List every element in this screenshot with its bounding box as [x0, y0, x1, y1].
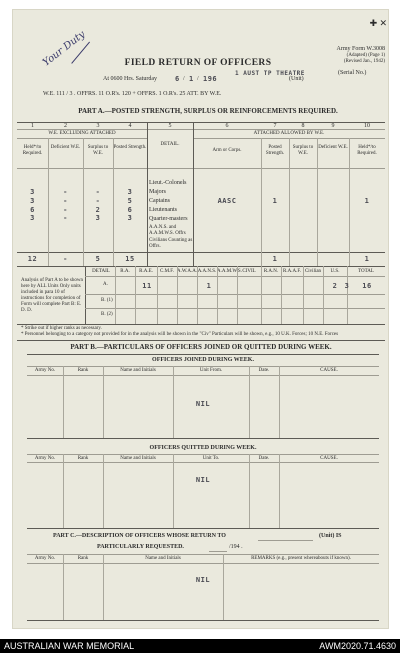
analysis-head-3: C.M.F.: [160, 269, 174, 274]
analysis-row-a: A.: [103, 282, 108, 287]
form-number: Army Form W.3008: [336, 46, 385, 52]
quitted-nil: NIL: [195, 476, 211, 484]
footer-accession: AWM2020.71.4630: [319, 641, 396, 651]
head-att-held: Held*/to Required.: [357, 145, 377, 156]
total-c4: 15: [125, 255, 135, 263]
unit-label: (Unit): [289, 76, 304, 82]
quitted-col-head-1: Rank: [77, 456, 89, 461]
analysis-a-value-8: 3: [344, 282, 350, 290]
c4-captains: 5: [127, 197, 133, 205]
c3-qm: 3: [95, 214, 101, 222]
part-c-year: /194 .: [229, 544, 243, 550]
joined-nil: NIL: [195, 400, 211, 408]
part-c-title: PART C.—DESCRIPTION OF OFFICERS WHOSE RETURN TO: [53, 533, 226, 539]
date-month: 1: [189, 75, 194, 83]
c2-majors: -: [63, 188, 68, 196]
joined-title: OFFICERS JOINED DURING WEEK.: [152, 357, 254, 363]
col-num-1: 1: [31, 123, 34, 129]
date-year: 196: [203, 75, 218, 83]
col-num-7: 7: [273, 123, 277, 129]
col-num-5: 5: [168, 123, 172, 129]
joined-col-head-5: CAUSE.: [320, 368, 338, 373]
analysis-head-7: CIVIL: [242, 269, 256, 274]
joined-col-head-2: Name and Initials: [120, 368, 156, 373]
form-adapted: (Adapted) (Page 1): [346, 53, 385, 58]
total-c2: -: [63, 255, 68, 263]
c4-majors: 3: [127, 188, 133, 196]
analysis-head-4: A.W.A.A.: [177, 269, 198, 274]
col-num-3: 3: [96, 123, 100, 129]
head-detail: DETAIL.: [160, 142, 180, 147]
part-a-title: PART A.—POSTED STRENGTH, SURPLUS OR REINFORCEMENTS REQUIRED.: [78, 107, 338, 115]
quitted-col-head-3: Unit To.: [202, 456, 220, 461]
analysis-head-10: Civilian: [304, 269, 322, 274]
quitted-col-head-5: CAUSE.: [320, 456, 338, 461]
c3-majors: -: [95, 188, 101, 196]
c2-lieutenants: -: [63, 206, 68, 214]
joined-col-head-1: Rank: [77, 368, 89, 373]
form-revised: (Revised Jan., 1942): [343, 59, 385, 64]
analysis-row-b1: B. (1): [101, 298, 113, 303]
handwritten-note: Your Duty: [41, 29, 88, 69]
c1-qm: 3: [30, 214, 35, 222]
time-line: At 0600 Hrs. Saturday: [103, 76, 157, 82]
joined-col-head-0: Army No.: [34, 368, 56, 373]
part-c-unit-is: (Unit) IS: [319, 533, 342, 539]
analysis-head-11: U.S.: [330, 269, 340, 274]
part-c-col-head-2: Name and Initials: [145, 556, 181, 561]
col-num-4: 4: [128, 123, 132, 129]
c4-qm: 3: [127, 214, 133, 222]
total-c10: 1: [364, 255, 370, 263]
arm-value: AASC: [217, 197, 237, 205]
head-att-deficient: Deficient W.E.: [318, 145, 348, 150]
analysis-head-2: R.A.E.: [139, 269, 153, 274]
detail-lt-col: Lieut.-Colonels: [149, 180, 187, 186]
c3-lieutenants: 2: [95, 206, 101, 214]
part-c-col-head-1: Rank: [77, 556, 89, 561]
part-c-nil: NIL: [195, 576, 211, 584]
col-num-9: 9: [331, 123, 335, 129]
head-arm: Arm or Corps.: [212, 148, 242, 153]
analysis-head-12: TOTAL: [358, 269, 374, 274]
col-num-2: 2: [64, 123, 67, 129]
quitted-col-head-0: Army No.: [34, 456, 56, 461]
col-num-6: 6: [225, 123, 229, 129]
we-excl-header: W.E. EXCLUDING ATTACHED: [48, 131, 116, 136]
part-b-title: PART B.—PARTICULARS OF OFFICERS JOINED OR QUITTED DURING WEEK.: [70, 343, 332, 351]
corner-mark: ✚ ✕: [369, 18, 387, 28]
part-c-requested: PARTICULARLY REQUESTED.: [97, 544, 184, 550]
footer-source: AUSTRALIAN WAR MEMORIAL: [4, 641, 135, 651]
detail-civilians: Civilians Counting as Offrs.: [149, 238, 193, 249]
analysis-head-8: R.A.N.: [263, 269, 279, 274]
detail-lieutenants: Lieutenants: [149, 207, 177, 213]
form-page: ✚ ✕ Your Duty FIELD RETURN OF OFFICERS Army Form W.3008 (Adapted) (Page 1) (Revised Jan., 1942) At 0600 Hrs. Saturday 6 / 1 / 196 1 AUST TP THEATRE (Unit) (Serial No.) W.E. 111 / 3 . OFFRS. 11 O.R's. 120 + OFFRS. 1 O.R's. 25 ATT. BY W.E. PART A.—POSTED STRENGTH, SURPLUS OR REINFORCEMENTS REQUIRED. 1 2 3 4 5 6 7 8 9 10 W.E. EXCLUDING ATTACHED ATTACHED ALLOWED BY W.E. Held*/to Required. Deficient W.E. Surplus to W.E. Posted Strength. DETAIL. Arm or Corps. Posted Strength. Surplus to W.E. Deficient W.E. Held*/to Required. Lieut.-Colonels Majors Captains Lieutenants Quarter-masters A.A.N.S. and A.A.M.W.S. Offrs Civilians Counting as Offrs. 3 3 6 3 - - - - - - 2 3 3 5 6 3 AASC 1 1 12 - 5 15 1 1 Analysis of Part A to be shown here by ALL Units Only units included in para 10 of instructions for completion of Form will complete Part B: E. D. D. A. B. (1) B. (2) * Strike out if higher ranks as necessary. * Personnel belonging to a category not provided for in the analysis will be shown in the "Civ" Particulars will be shown, e.g., 10 U.K. Forces; 10 N.E. Forces PART B.—PARTICULARS OF OFFICERS JOINED OR QUITTED DURING WEEK. OFFICERS JOINED DURING WEEK. NIL OFFICERS QUITTED DURING WEEK. NIL PART C.—DESCRIPTION OF OFFICERS WHOSE RETURN TO (Unit) IS PARTICULARLY REQUESTED. /194 . NIL Army No. Rank Name and Initials Unit From. Date. CAUSE. Army No. Rank Name and Initials Unit To. Date. CAUSE. Army No. Rank Name and Initials REMARKS (e.g., present whereabouts if known). DETAIL R.A. R.A.E. C.M.F. A.W.A.A. A.A.N.S. A.A.M.W.S. CIVIL R.A.N. R.A.A.F. Civilian U.S. TOTAL 11 1 2 3 16: [12, 9, 389, 629]
analysis-a-value-0: 11: [142, 282, 152, 290]
footnote-1: * Strike out if higher ranks as necessary.: [21, 326, 102, 331]
c7-value: 1: [272, 197, 278, 205]
analysis-row-b2: B. (2): [101, 312, 113, 317]
col-num-8: 8: [301, 123, 305, 129]
attached-header: ATTACHED ALLOWED BY W.E.: [253, 131, 325, 136]
analysis-a-value-9: 16: [362, 282, 372, 290]
head-att-surplus: Surplus to W.E.: [292, 145, 314, 156]
analysis-a-value-1: 1: [206, 282, 212, 290]
total-c7: 1: [272, 255, 278, 263]
detail-majors: Majors: [149, 189, 166, 195]
head-att-posted: Posted Strength.: [265, 145, 285, 156]
part-c-col-head-3: REMARKS (e.g., present whereabouts if known).: [251, 556, 351, 561]
part-c-col-head-0: Army No.: [34, 556, 56, 561]
head-deficient: Deficient W.E.: [50, 145, 81, 150]
head-posted: Posted Strength.: [113, 145, 147, 150]
c1-captains: 3: [30, 197, 35, 205]
quitted-title: OFFICERS QUITTED DURING WEEK.: [149, 445, 257, 451]
serial-label: (Serial No.): [338, 70, 367, 76]
date-day: 6: [175, 75, 180, 83]
analysis-head-9: R.A.A.F.: [283, 269, 301, 274]
detail-captains: Captains: [149, 198, 170, 204]
analysis-note: Analysis of Part A to be shown here by ALL Units Only units included in para 10 of instructions for completion of Form will complete Part B: E. D. D.: [21, 278, 83, 313]
head-surplus: Surplus to W.E.: [87, 145, 109, 156]
analysis-a-value-7: 2: [332, 282, 338, 290]
col-num-10: 10: [364, 123, 370, 129]
form-title: FIELD RETURN OF OFFICERS: [124, 58, 272, 68]
archive-footer: [0, 639, 400, 653]
c3-captains: -: [95, 197, 101, 205]
unit-stamp: 1 AUST TP THEATRE: [235, 70, 305, 77]
head-held: Held*/to Required.: [22, 145, 43, 156]
c2-captains: -: [63, 197, 68, 205]
detail-qm: Quarter-masters: [149, 216, 188, 222]
analysis-head-5: A.A.N.S.: [197, 269, 217, 274]
c1-lieutenants: 6: [30, 206, 35, 214]
total-c1: 12: [27, 255, 38, 263]
c4-lieutenants: 6: [127, 206, 133, 214]
analysis-head-1: R.A.: [120, 269, 130, 274]
quitted-col-head-4: Date.: [258, 456, 270, 461]
c2-qm: -: [63, 214, 68, 222]
c1-majors: 3: [30, 188, 35, 196]
analysis-head-0: DETAIL: [92, 269, 110, 274]
joined-col-head-4: Date.: [258, 368, 270, 373]
c10-value: 1: [364, 197, 370, 205]
total-c3: 5: [95, 255, 101, 263]
footnote-2: * Personnel belonging to a category not provided for in the analysis will be shown in the "Civ" Particulars will be shown, e.g., 10 U.K. Forces; 10 N.E. Forces: [21, 332, 339, 337]
joined-col-head-3: Unit From.: [199, 368, 223, 373]
quitted-col-head-2: Name and Initials: [120, 456, 156, 461]
detail-aans: A.A.N.S. and A.A.M.W.S. Offrs: [149, 225, 186, 236]
analysis-head-6: A.A.M.W.S.: [217, 269, 242, 274]
we-line: W.E. 111 / 3 . OFFRS. 11 O.R's. 120 + OFFRS. 1 O.R's. 25 ATT. BY W.E.: [43, 91, 222, 97]
